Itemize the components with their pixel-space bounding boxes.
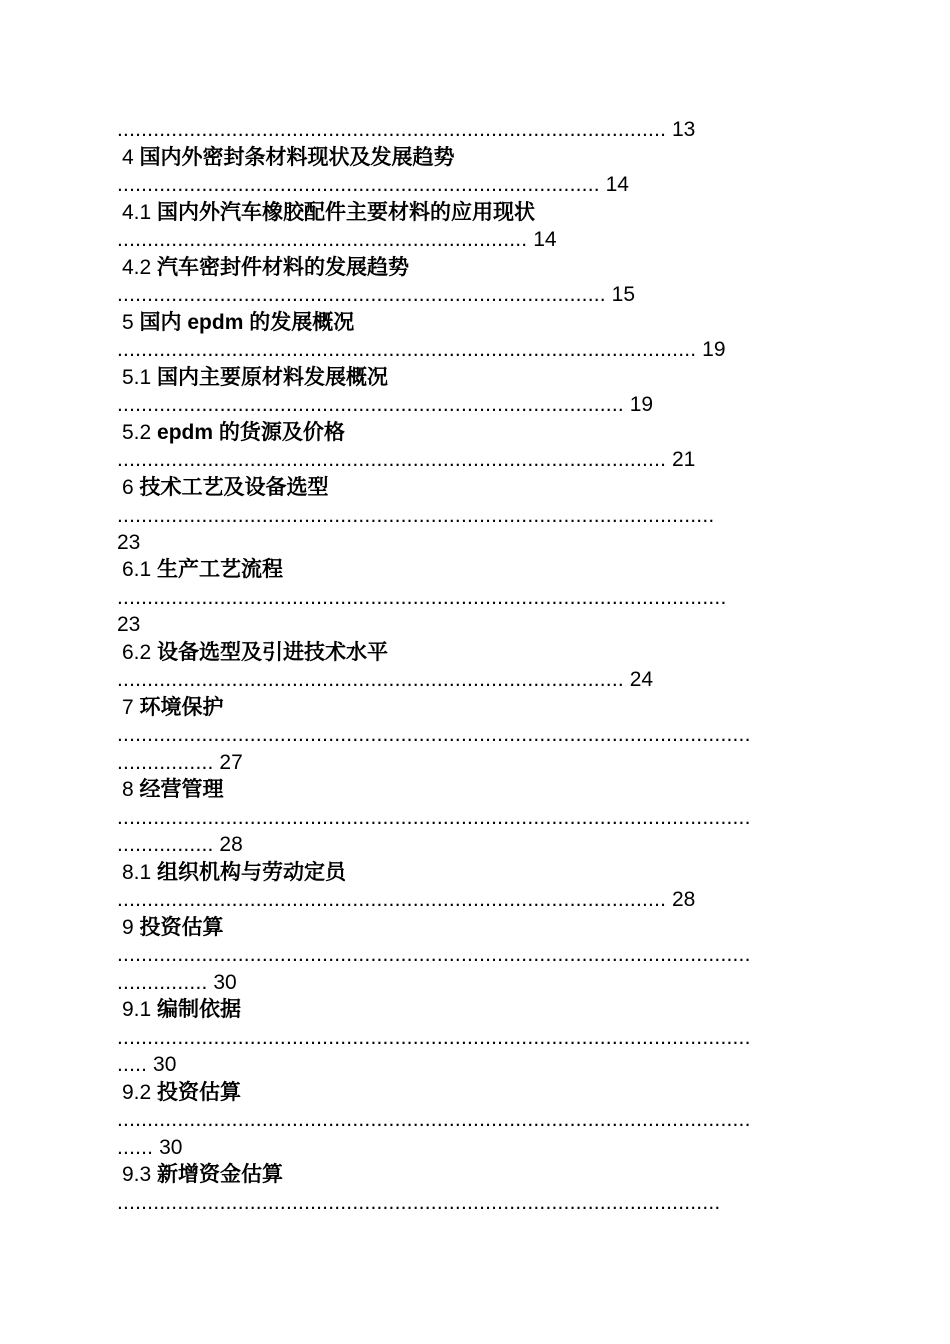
toc-dots: ......................................................................................................... (117, 806, 751, 829)
toc-leader-line (117, 172, 629, 198)
toc-heading-text: 投资估算 (139, 916, 224, 939)
toc-heading[interactable] (122, 915, 224, 941)
toc-leader-line (117, 1025, 751, 1051)
toc-heading-text: 组织机构与劳动定员 (157, 861, 347, 884)
toc-dots: ......................................................................................................... (117, 723, 751, 746)
toc-leader-line (117, 832, 243, 858)
toc-heading-number: 6.1 (122, 558, 152, 581)
toc-page-number: 14 (533, 228, 557, 251)
toc-leader-line (117, 1107, 751, 1133)
toc-page-number: 21 (671, 448, 696, 471)
toc-heading[interactable] (122, 255, 409, 281)
toc-heading[interactable] (122, 557, 283, 583)
toc-dots: .................................................................................................... (117, 1191, 721, 1214)
toc-page-number: 30 (159, 1136, 183, 1159)
toc-page-number: 15 (611, 283, 635, 306)
toc-heading-text: epdm 的货源及价格 (157, 421, 345, 444)
toc-page-number: 23 (117, 613, 141, 636)
toc-page-number: 30 (213, 971, 237, 994)
toc-dots: ................ (117, 751, 214, 774)
toc-heading-number: 4 (122, 146, 134, 169)
toc-leader-line (117, 1135, 182, 1161)
toc-leader-line (117, 750, 243, 776)
toc-heading[interactable] (122, 640, 388, 666)
toc-heading[interactable] (122, 310, 354, 336)
toc-heading-number: 6 (122, 476, 134, 499)
toc-heading-number: 9.1 (122, 998, 152, 1021)
toc-heading[interactable] (122, 145, 455, 171)
toc-heading-text: 技术工艺及设备选型 (139, 476, 329, 499)
toc-heading-text: 国内外汽车橡胶配件主要材料的应用现状 (157, 201, 536, 224)
toc-leader-line (117, 503, 714, 529)
toc-leader-line (117, 1190, 720, 1216)
toc-page-number: 28 (671, 888, 696, 911)
toc-page-line (117, 530, 140, 556)
toc-heading-text: 设备选型及引进技术水平 (157, 641, 389, 664)
toc-heading-text: 生产工艺流程 (157, 558, 284, 581)
toc-heading-number: 5.1 (122, 366, 152, 389)
toc-heading[interactable] (122, 1162, 283, 1188)
toc-heading[interactable] (122, 365, 388, 391)
toc-heading[interactable] (122, 200, 535, 226)
toc-heading-number: 4.1 (122, 201, 152, 224)
toc-leader-line (117, 392, 653, 418)
toc-dots: ..................................................................................................... (117, 586, 727, 609)
toc-dots: ......................................................................................................... (117, 943, 751, 966)
toc-heading-text: 国内主要原材料发展概况 (157, 366, 389, 389)
toc-page-number: 23 (117, 531, 141, 554)
toc-page-number: 19 (629, 393, 654, 416)
toc-page-number: 28 (219, 833, 243, 856)
toc-page-number: 24 (629, 668, 654, 691)
toc-page-number: 27 (219, 751, 243, 774)
toc-heading-text: 经营管理 (139, 778, 224, 801)
toc-heading-text: 汽车密封件材料的发展趋势 (157, 256, 410, 279)
toc-heading-text: 国内外密封条材料现状及发展趋势 (139, 146, 455, 169)
toc-heading[interactable] (122, 860, 346, 886)
toc-dots: ........................................................................................... (117, 118, 667, 141)
toc-heading-text: 投资估算 (157, 1081, 242, 1104)
toc-dots: .................................................................................... (117, 668, 624, 691)
toc-leader-line (117, 585, 726, 611)
toc-heading[interactable] (122, 777, 224, 803)
toc-dots: ......................................................................................................... (117, 1108, 751, 1131)
toc-heading-number: 9 (122, 916, 134, 939)
toc-heading-number: 8.1 (122, 861, 152, 884)
toc-leader-line (117, 970, 237, 996)
toc-leader-line (117, 667, 653, 693)
toc-heading-number: 4.2 (122, 256, 152, 279)
toc-heading-text: 国内 epdm 的发展概况 (139, 311, 355, 334)
toc-heading-number: 9.3 (122, 1163, 152, 1186)
toc-heading[interactable] (122, 997, 241, 1023)
toc-leader-line (117, 447, 695, 473)
toc-dots: .................................................................... (117, 228, 528, 251)
toc-dots: ...... (117, 1136, 154, 1159)
toc-leader-line (117, 117, 695, 143)
toc-heading-number: 8 (122, 778, 134, 801)
toc-heading-number: 6.2 (122, 641, 152, 664)
toc-heading-text: 新增资金估算 (157, 1163, 284, 1186)
toc-page-number: 13 (671, 118, 696, 141)
toc-heading-number: 7 (122, 696, 134, 719)
toc-dots: ................................................................................................... (117, 504, 715, 527)
toc-dots: ......................................................................................................... (117, 1026, 751, 1049)
toc-heading[interactable] (122, 420, 345, 446)
toc-page-line (117, 612, 140, 638)
toc-heading[interactable] (122, 1080, 241, 1106)
toc-leader-line (117, 942, 751, 968)
toc-page-number: 14 (605, 173, 629, 196)
toc-leader-line (117, 1052, 176, 1078)
toc-dots: ..... (117, 1053, 148, 1076)
toc-dots: ................ (117, 833, 214, 856)
toc-leader-line (117, 227, 557, 253)
toc-leader-line (117, 282, 635, 308)
toc-heading-text: 编制依据 (157, 998, 242, 1021)
toc-page-number: 30 (153, 1053, 177, 1076)
toc-leader-line (117, 722, 751, 748)
toc-page-number: 19 (702, 338, 726, 361)
toc-heading[interactable] (122, 695, 224, 721)
toc-dots: ................................................................................. (117, 283, 606, 306)
toc-dots: ........................................................................................... (117, 448, 667, 471)
toc-leader-line (117, 805, 751, 831)
toc-heading-text: 环境保护 (139, 696, 224, 719)
toc-heading-number: 5 (122, 311, 134, 334)
toc-heading-number: 5.2 (122, 421, 152, 444)
toc-leader-line (117, 887, 695, 913)
toc-heading[interactable] (122, 475, 329, 501)
toc-dots: ................................................................................................ (117, 338, 697, 361)
toc-leader-line (117, 337, 726, 363)
toc-heading-number: 9.2 (122, 1081, 152, 1104)
toc-dots: ................................................................................ (117, 173, 600, 196)
toc-dots: ........................................................................................... (117, 888, 667, 911)
toc-dots: .................................................................................... (117, 393, 624, 416)
toc-dots: ............... (117, 971, 208, 994)
